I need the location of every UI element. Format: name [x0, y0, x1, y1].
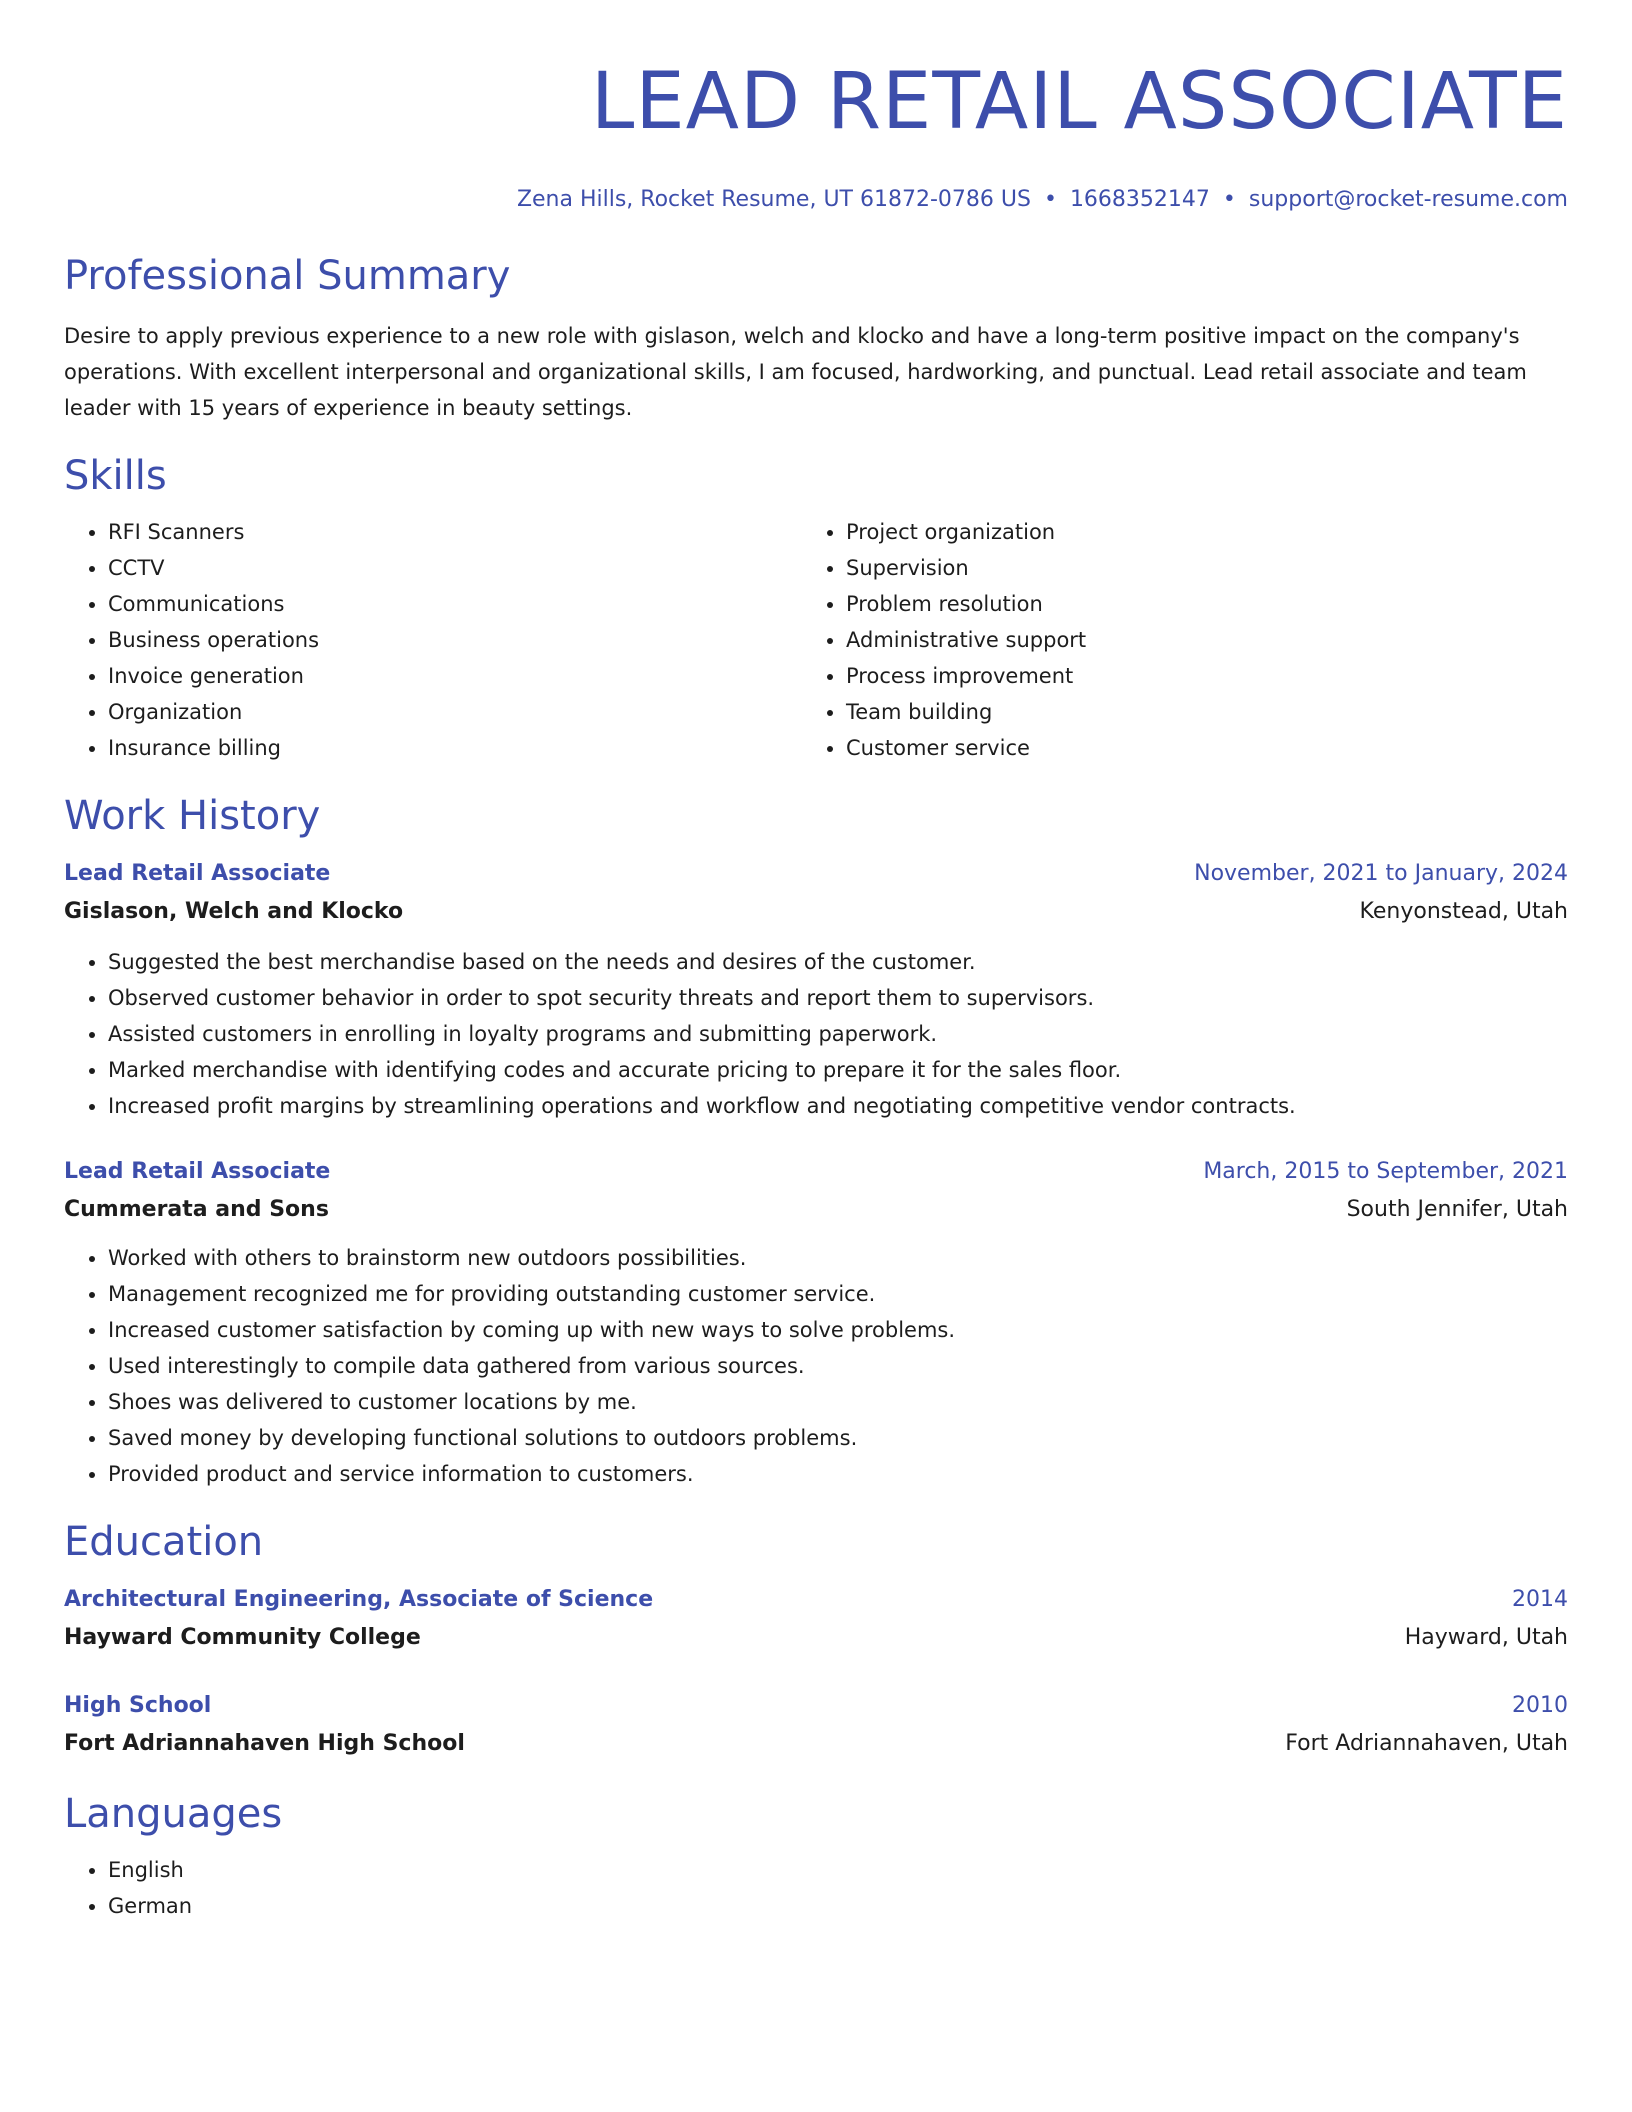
job-bullet: • Used interestingly to compile data gathered from various sources. — [108, 1348, 1568, 1384]
job-role: Lead Retail Associate — [64, 861, 331, 886]
job-entry — [64, 1154, 1568, 1492]
job-bullet: • Provided product and service information to customers. — [108, 1456, 1568, 1492]
summary-text: Desire to apply previous experience to a new role with gislason, welch and klocko and have a long-term positive impact on the company's operations. With excellent interpersonal and organizational skills, I am focused, hardworking, and punctual. Lead retail associate and team leader with 15 years of experience in beauty settings. — [64, 324, 1527, 420]
job-location: South Jennifer, Utah — [1346, 1197, 1568, 1222]
education-school: Hayward Community College — [64, 1625, 421, 1650]
contact-line — [64, 186, 1568, 214]
skill-item: • Insurance billing — [108, 730, 802, 766]
skill-item: • Communications — [108, 586, 802, 622]
education-location: Fort Adriannahaven, Utah — [1285, 1731, 1568, 1756]
education-degree: High School — [64, 1693, 212, 1718]
job-bullet: • Worked with others to brainstorm new outdoors possibilities. — [108, 1240, 1568, 1276]
resume-title: LEAD RETAIL ASSOCIATE — [590, 57, 1568, 147]
contact-email[interactable]: support@rocket-resume.com — [1248, 187, 1568, 212]
job-dates: March, 2015 to September, 2021 — [1203, 1159, 1568, 1184]
job-bullet: • Marked merchandise with identifying codes and accurate pricing to prepare it for the sales floor. — [108, 1052, 1568, 1088]
job-bullets — [64, 944, 1568, 1124]
job-location: Kenyonstead, Utah — [1359, 899, 1568, 924]
skill-item: • Administrative support — [846, 622, 1540, 658]
job-dates: November, 2021 to January, 2024 — [1194, 861, 1568, 886]
job-bullet: • Shoes was delivered to customer locations by me. — [108, 1384, 1568, 1420]
job-bullet: • Observed customer behavior in order to spot security threats and report them to supervisors. — [108, 980, 1568, 1016]
summary-heading: Professional Summary — [64, 253, 511, 299]
skill-item: • RFI Scanners — [108, 514, 802, 550]
skill-item: • Supervision — [846, 550, 1540, 586]
education-heading: Education — [64, 1519, 264, 1565]
languages-list — [64, 1852, 1568, 1924]
education-entry — [64, 1582, 1568, 1658]
education-location: Hayward, Utah — [1404, 1625, 1568, 1650]
skill-item: • Process improvement — [846, 658, 1540, 694]
skill-item: • Invoice generation — [108, 658, 802, 694]
job-role: Lead Retail Associate — [64, 1159, 331, 1184]
job-company: Cummerata and Sons — [64, 1197, 329, 1222]
skill-item: • Team building — [846, 694, 1540, 730]
job-bullet: • Increased customer satisfaction by coming up with new ways to solve problems. — [108, 1312, 1568, 1348]
job-bullet: • Management recognized me for providing outstanding customer service. — [108, 1276, 1568, 1312]
job-bullet: • Saved money by developing functional solutions to outdoors problems. — [108, 1420, 1568, 1456]
job-entry — [64, 856, 1568, 1124]
skills-column-right — [802, 514, 1540, 766]
job-bullet: • Suggested the best merchandise based on the needs and desires of the customer. — [108, 944, 1568, 980]
job-company: Gislason, Welch and Klocko — [64, 899, 404, 924]
education-year: 2014 — [1512, 1587, 1568, 1612]
job-bullet: • Increased profit margins by streamlining operations and workflow and negotiating competitive vendor contracts. — [108, 1088, 1568, 1124]
skill-item: • Customer service — [846, 730, 1540, 766]
skill-item: • Organization — [108, 694, 802, 730]
education-degree: Architectural Engineering, Associate of Science — [64, 1587, 654, 1612]
education-school: Fort Adriannahaven High School — [64, 1731, 465, 1756]
education-entry — [64, 1688, 1568, 1764]
skill-item: • Project organization — [846, 514, 1540, 550]
skill-item: • Problem resolution — [846, 586, 1540, 622]
contact-address: Zena Hills, Rocket Resume, UT 61872-0786 US — [516, 187, 1031, 212]
language-item: • German — [108, 1888, 1568, 1924]
contact-separator: • — [1222, 187, 1236, 212]
language-item: • English — [108, 1852, 1568, 1888]
skills-list — [64, 514, 1568, 766]
job-bullets — [64, 1240, 1568, 1492]
work-history-heading: Work History — [64, 793, 321, 839]
skill-item: • Business operations — [108, 622, 802, 658]
languages-heading: Languages — [64, 1791, 283, 1837]
job-bullet: • Assisted customers in enrolling in loyalty programs and submitting paperwork. — [108, 1016, 1568, 1052]
skills-column-left — [64, 514, 802, 766]
contact-phone: 1668352147 — [1069, 187, 1210, 212]
skill-item: • CCTV — [108, 550, 802, 586]
skills-heading: Skills — [64, 453, 167, 499]
contact-separator: • — [1043, 187, 1057, 212]
education-year: 2010 — [1512, 1693, 1568, 1718]
